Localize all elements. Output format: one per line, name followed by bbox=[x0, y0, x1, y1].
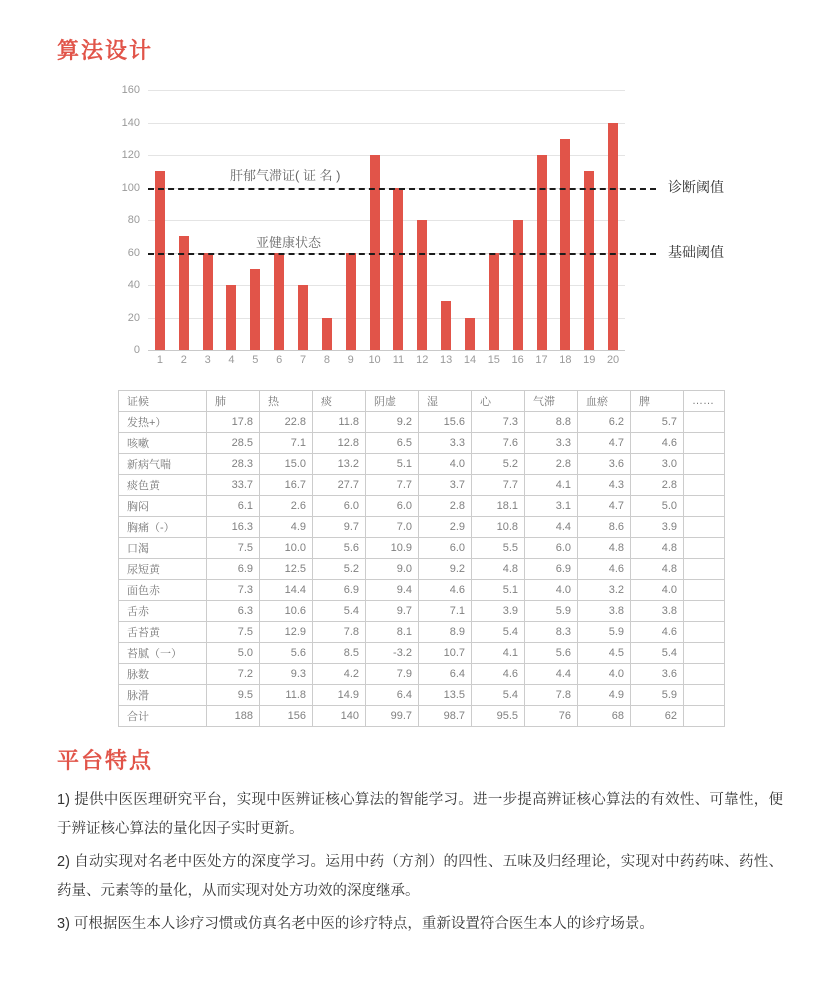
bar bbox=[465, 318, 475, 351]
value-cell: 7.1 bbox=[419, 601, 472, 622]
value-cell bbox=[684, 685, 725, 706]
value-cell: 4.9 bbox=[578, 685, 631, 706]
x-axis-tick-label: 10 bbox=[368, 354, 381, 366]
value-cell: 18.1 bbox=[472, 496, 525, 517]
value-cell: 3.6 bbox=[631, 664, 684, 685]
table-row bbox=[119, 706, 725, 727]
value-cell bbox=[684, 559, 725, 580]
table-row bbox=[119, 664, 725, 685]
row-label-cell: 新病气喘 bbox=[119, 454, 207, 475]
value-cell: 4.1 bbox=[525, 475, 578, 496]
y-axis-tick-label: 80 bbox=[127, 214, 140, 226]
value-cell: 4.8 bbox=[631, 559, 684, 580]
value-cell: 99.7 bbox=[366, 706, 419, 727]
value-cell: 9.7 bbox=[313, 517, 366, 538]
bar bbox=[608, 123, 618, 351]
threshold-dashed-line bbox=[148, 253, 656, 255]
value-cell bbox=[684, 496, 725, 517]
value-cell bbox=[684, 664, 725, 685]
value-cell: 4.7 bbox=[578, 496, 631, 517]
table-row bbox=[119, 559, 725, 580]
y-gridline bbox=[148, 155, 625, 156]
x-axis-tick-label: 1 bbox=[156, 354, 163, 366]
value-cell: 22.8 bbox=[260, 412, 313, 433]
value-cell: 140 bbox=[313, 706, 366, 727]
row-label-cell: 痰色黄 bbox=[119, 475, 207, 496]
row-label-cell: 咳嗽 bbox=[119, 433, 207, 454]
row-label-cell: 面色赤 bbox=[119, 580, 207, 601]
x-axis-tick-label: 3 bbox=[204, 354, 211, 366]
value-cell: 3.8 bbox=[578, 601, 631, 622]
value-cell: 4.0 bbox=[578, 664, 631, 685]
value-cell: 6.9 bbox=[525, 559, 578, 580]
x-axis-tick-label: 8 bbox=[323, 354, 330, 366]
value-cell: 5.4 bbox=[472, 685, 525, 706]
row-label-cell: 苔腻（一） bbox=[119, 643, 207, 664]
value-cell: 7.8 bbox=[313, 622, 366, 643]
value-cell: 5.4 bbox=[472, 622, 525, 643]
y-gridline bbox=[148, 220, 625, 221]
x-axis-tick-label: 15 bbox=[487, 354, 500, 366]
section-title-platform-features: 平台特点 bbox=[57, 748, 154, 773]
value-cell: 15.6 bbox=[419, 412, 472, 433]
value-cell bbox=[684, 517, 725, 538]
bar bbox=[417, 220, 427, 350]
column-header: 阴虚 bbox=[366, 391, 419, 412]
row-label-cell: 尿短黄 bbox=[119, 559, 207, 580]
value-cell: 7.6 bbox=[472, 433, 525, 454]
value-cell: 7.0 bbox=[366, 517, 419, 538]
bar bbox=[513, 220, 523, 350]
value-cell: 27.7 bbox=[313, 475, 366, 496]
table-row bbox=[119, 412, 725, 433]
x-axis-tick-label: 2 bbox=[180, 354, 187, 366]
column-header: …… bbox=[684, 391, 725, 412]
feature-paragraph: 1) 提供中医医理研究平台，实现中医辨证核心算法的智能学习。进一步提高辨证核心算法的有效性、可靠性，便于辨证核心算法的量化因子实时更新。 bbox=[57, 792, 783, 837]
value-cell: 6.3 bbox=[207, 601, 260, 622]
value-cell: 5.0 bbox=[631, 496, 684, 517]
value-cell bbox=[684, 622, 725, 643]
value-cell: 6.9 bbox=[207, 559, 260, 580]
value-cell: 5.6 bbox=[260, 643, 313, 664]
x-axis-tick-label: 18 bbox=[559, 354, 572, 366]
value-cell: 13.2 bbox=[313, 454, 366, 475]
y-gridline bbox=[148, 285, 625, 286]
value-cell: 5.4 bbox=[313, 601, 366, 622]
threshold-dashed-line bbox=[148, 188, 656, 190]
value-cell: 62 bbox=[631, 706, 684, 727]
value-cell: 4.0 bbox=[525, 580, 578, 601]
table-row bbox=[119, 475, 725, 496]
value-cell: 5.7 bbox=[631, 412, 684, 433]
value-cell: 16.3 bbox=[207, 517, 260, 538]
value-cell: 7.7 bbox=[366, 475, 419, 496]
value-cell: 5.4 bbox=[631, 643, 684, 664]
column-header: 气滞 bbox=[525, 391, 578, 412]
value-cell: 2.8 bbox=[631, 475, 684, 496]
value-cell: 5.9 bbox=[631, 685, 684, 706]
y-gridline bbox=[148, 350, 625, 351]
value-cell: 2.6 bbox=[260, 496, 313, 517]
value-cell bbox=[684, 643, 725, 664]
value-cell: 15.0 bbox=[260, 454, 313, 475]
feature-paragraph: 3) 可根据医生本人诊疗习惯或仿真名老中医的诊疗特点，重新设置符合医生本人的诊疗场景。 bbox=[57, 916, 654, 932]
value-cell: 6.0 bbox=[313, 496, 366, 517]
feature-paragraph: 2) 自动实现对名老中医处方的深度学习。运用中药（方剂）的四性、五味及归经理论，实现对中药药味、药性、药量、元素等的量化，从而实现对处方功效的深度继承。 bbox=[57, 854, 783, 899]
value-cell: 2.8 bbox=[525, 454, 578, 475]
value-cell: 7.2 bbox=[207, 664, 260, 685]
value-cell: 3.9 bbox=[631, 517, 684, 538]
value-cell: 6.0 bbox=[525, 538, 578, 559]
bar bbox=[322, 318, 332, 351]
x-axis-tick-label: 14 bbox=[463, 354, 477, 366]
y-gridline bbox=[148, 123, 625, 124]
value-cell: 5.6 bbox=[525, 643, 578, 664]
value-cell bbox=[684, 706, 725, 727]
value-cell: 33.7 bbox=[207, 475, 260, 496]
bar bbox=[203, 253, 213, 351]
value-cell: 10.7 bbox=[419, 643, 472, 664]
value-cell: 156 bbox=[260, 706, 313, 727]
value-cell: 5.2 bbox=[313, 559, 366, 580]
value-cell: 11.8 bbox=[260, 685, 313, 706]
column-header: 湿 bbox=[419, 391, 472, 412]
value-cell: 8.6 bbox=[578, 517, 631, 538]
threshold-label: 诊断阈值 bbox=[668, 178, 724, 195]
table-row bbox=[119, 496, 725, 517]
platform-features-text bbox=[57, 786, 783, 943]
value-cell: 5.1 bbox=[366, 454, 419, 475]
value-cell: 16.7 bbox=[260, 475, 313, 496]
value-cell: 7.5 bbox=[207, 538, 260, 559]
value-cell: 10.8 bbox=[472, 517, 525, 538]
column-header: 热 bbox=[260, 391, 313, 412]
value-cell: 4.6 bbox=[472, 664, 525, 685]
bar bbox=[393, 188, 403, 351]
y-gridline bbox=[148, 318, 625, 319]
bar bbox=[250, 269, 260, 350]
value-cell: 4.6 bbox=[631, 433, 684, 454]
y-axis-tick-label: 100 bbox=[121, 181, 140, 194]
value-cell: 4.6 bbox=[631, 622, 684, 643]
value-cell bbox=[684, 601, 725, 622]
table-row bbox=[119, 433, 725, 454]
column-header: 痰 bbox=[313, 391, 366, 412]
x-axis-tick-label: 12 bbox=[416, 354, 429, 366]
row-label-cell: 脉数 bbox=[119, 664, 207, 685]
value-cell: 5.9 bbox=[525, 601, 578, 622]
value-cell: 4.6 bbox=[578, 559, 631, 580]
value-cell: 7.3 bbox=[207, 580, 260, 601]
value-cell: 8.8 bbox=[525, 412, 578, 433]
x-axis-tick-label: 17 bbox=[535, 354, 548, 366]
x-axis-tick-label: 16 bbox=[511, 354, 524, 366]
bar bbox=[298, 285, 308, 350]
x-axis-tick-label: 5 bbox=[252, 354, 259, 366]
value-cell: 9.5 bbox=[207, 685, 260, 706]
value-cell: 5.1 bbox=[472, 580, 525, 601]
value-cell: 8.3 bbox=[525, 622, 578, 643]
table-row bbox=[119, 538, 725, 559]
value-cell: 5.0 bbox=[207, 643, 260, 664]
value-cell: 4.9 bbox=[260, 517, 313, 538]
threshold-label: 基础阈值 bbox=[668, 243, 724, 260]
table-row bbox=[119, 580, 725, 601]
value-cell: 6.0 bbox=[366, 496, 419, 517]
y-axis-tick-label: 20 bbox=[127, 311, 140, 324]
y-gridline bbox=[148, 90, 625, 91]
row-label-cell: 舌苔黄 bbox=[119, 622, 207, 643]
value-cell: 95.5 bbox=[472, 706, 525, 727]
value-cell: 6.4 bbox=[419, 664, 472, 685]
value-cell: -3.2 bbox=[366, 643, 419, 664]
value-cell: 4.8 bbox=[578, 538, 631, 559]
value-cell: 9.3 bbox=[260, 664, 313, 685]
value-cell: 6.2 bbox=[578, 412, 631, 433]
x-axis-tick-label: 20 bbox=[606, 354, 620, 366]
y-axis-tick-label: 60 bbox=[127, 246, 140, 259]
value-cell: 7.3 bbox=[472, 412, 525, 433]
value-cell: 2.8 bbox=[419, 496, 472, 517]
value-cell: 4.0 bbox=[631, 580, 684, 601]
value-cell: 6.0 bbox=[419, 538, 472, 559]
y-axis-tick-label: 0 bbox=[133, 344, 140, 356]
bar bbox=[226, 285, 236, 350]
value-cell: 98.7 bbox=[419, 706, 472, 727]
y-axis-tick-label: 160 bbox=[121, 84, 140, 96]
value-cell: 9.0 bbox=[366, 559, 419, 580]
value-cell: 6.4 bbox=[366, 685, 419, 706]
column-header: 心 bbox=[472, 391, 525, 412]
value-cell: 3.3 bbox=[419, 433, 472, 454]
table-row bbox=[119, 643, 725, 664]
value-cell: 28.5 bbox=[207, 433, 260, 454]
value-cell: 7.7 bbox=[472, 475, 525, 496]
value-cell: 4.1 bbox=[472, 643, 525, 664]
value-cell: 6.5 bbox=[366, 433, 419, 454]
value-cell: 8.5 bbox=[313, 643, 366, 664]
table-row bbox=[119, 622, 725, 643]
value-cell: 28.3 bbox=[207, 454, 260, 475]
value-cell: 5.2 bbox=[472, 454, 525, 475]
value-cell: 9.2 bbox=[419, 559, 472, 580]
x-axis-tick-label: 19 bbox=[583, 354, 596, 366]
row-label-cell: 口渴 bbox=[119, 538, 207, 559]
value-cell: 14.4 bbox=[260, 580, 313, 601]
column-header: 证候 bbox=[119, 391, 207, 412]
value-cell: 12.5 bbox=[260, 559, 313, 580]
y-axis-tick-label: 40 bbox=[127, 279, 140, 291]
x-axis-tick-label: 9 bbox=[347, 354, 354, 366]
value-cell: 68 bbox=[578, 706, 631, 727]
bar bbox=[441, 301, 451, 350]
row-label-cell: 舌赤 bbox=[119, 601, 207, 622]
value-cell: 14.9 bbox=[313, 685, 366, 706]
value-cell: 188 bbox=[207, 706, 260, 727]
value-cell: 5.6 bbox=[313, 538, 366, 559]
row-label-cell: 发热+） bbox=[119, 412, 207, 433]
x-axis-tick-label: 13 bbox=[440, 354, 453, 366]
bar bbox=[489, 253, 499, 351]
value-cell: 2.9 bbox=[419, 517, 472, 538]
row-label-cell: 合计 bbox=[119, 706, 207, 727]
x-axis-tick-label: 6 bbox=[276, 354, 283, 366]
value-cell: 17.8 bbox=[207, 412, 260, 433]
value-cell: 3.3 bbox=[525, 433, 578, 454]
column-header: 脾 bbox=[631, 391, 684, 412]
value-cell: 9.2 bbox=[366, 412, 419, 433]
value-cell: 4.5 bbox=[578, 643, 631, 664]
value-cell: 4.4 bbox=[525, 664, 578, 685]
table-header-row bbox=[119, 391, 725, 412]
value-cell: 76 bbox=[525, 706, 578, 727]
bar bbox=[346, 253, 356, 351]
value-cell: 4.8 bbox=[631, 538, 684, 559]
value-cell: 3.2 bbox=[578, 580, 631, 601]
y-axis-tick-label: 120 bbox=[121, 149, 140, 161]
value-cell: 3.1 bbox=[525, 496, 578, 517]
value-cell: 10.9 bbox=[366, 538, 419, 559]
value-cell: 3.0 bbox=[631, 454, 684, 475]
chart-annotation-syndrome: 肝郁气滞证( 证 名 ) bbox=[230, 168, 341, 183]
value-cell: 7.9 bbox=[366, 664, 419, 685]
value-cell: 4.6 bbox=[419, 580, 472, 601]
value-cell bbox=[684, 454, 725, 475]
column-header: 血瘀 bbox=[578, 391, 631, 412]
bar bbox=[584, 171, 594, 350]
value-cell: 4.3 bbox=[578, 475, 631, 496]
row-label-cell: 脉滑 bbox=[119, 685, 207, 706]
table-row bbox=[119, 685, 725, 706]
value-cell: 4.0 bbox=[419, 454, 472, 475]
value-cell bbox=[684, 475, 725, 496]
value-cell bbox=[684, 433, 725, 454]
value-cell: 8.9 bbox=[419, 622, 472, 643]
chart-annotation-subhealth: 亚健康状态 bbox=[256, 235, 322, 250]
value-cell: 9.7 bbox=[366, 601, 419, 622]
value-cell: 12.9 bbox=[260, 622, 313, 643]
value-cell: 7.5 bbox=[207, 622, 260, 643]
value-cell: 3.9 bbox=[472, 601, 525, 622]
symptom-score-bar-chart bbox=[0, 80, 830, 380]
value-cell: 4.8 bbox=[472, 559, 525, 580]
value-cell: 4.2 bbox=[313, 664, 366, 685]
column-header: 肺 bbox=[207, 391, 260, 412]
value-cell bbox=[684, 538, 725, 559]
value-cell: 10.0 bbox=[260, 538, 313, 559]
value-cell: 12.8 bbox=[313, 433, 366, 454]
value-cell: 3.7 bbox=[419, 475, 472, 496]
table-row bbox=[119, 601, 725, 622]
value-cell: 5.5 bbox=[472, 538, 525, 559]
x-axis-tick-label: 4 bbox=[228, 354, 235, 366]
value-cell: 10.6 bbox=[260, 601, 313, 622]
table-row bbox=[119, 517, 725, 538]
value-cell: 3.8 bbox=[631, 601, 684, 622]
value-cell bbox=[684, 412, 725, 433]
value-cell: 7.1 bbox=[260, 433, 313, 454]
section-title-algorithm-design: 算法设计 bbox=[57, 38, 154, 63]
value-cell: 4.7 bbox=[578, 433, 631, 454]
y-axis-tick-label: 140 bbox=[121, 116, 140, 129]
bar bbox=[274, 253, 284, 351]
value-cell: 9.4 bbox=[366, 580, 419, 601]
value-cell: 8.1 bbox=[366, 622, 419, 643]
x-axis-tick-label: 11 bbox=[392, 354, 405, 366]
bar bbox=[155, 171, 165, 350]
value-cell: 6.9 bbox=[313, 580, 366, 601]
value-cell: 5.9 bbox=[578, 622, 631, 643]
value-cell: 7.8 bbox=[525, 685, 578, 706]
value-cell: 6.1 bbox=[207, 496, 260, 517]
value-cell bbox=[684, 580, 725, 601]
value-cell: 4.4 bbox=[525, 517, 578, 538]
syndrome-factor-table bbox=[118, 390, 725, 727]
value-cell: 3.6 bbox=[578, 454, 631, 475]
value-cell: 13.5 bbox=[419, 685, 472, 706]
table-row bbox=[119, 454, 725, 475]
bar bbox=[560, 139, 570, 350]
value-cell: 11.8 bbox=[313, 412, 366, 433]
x-axis-tick-label: 7 bbox=[299, 354, 307, 366]
row-label-cell: 胸闷 bbox=[119, 496, 207, 517]
row-label-cell: 胸痛（-） bbox=[119, 517, 207, 538]
